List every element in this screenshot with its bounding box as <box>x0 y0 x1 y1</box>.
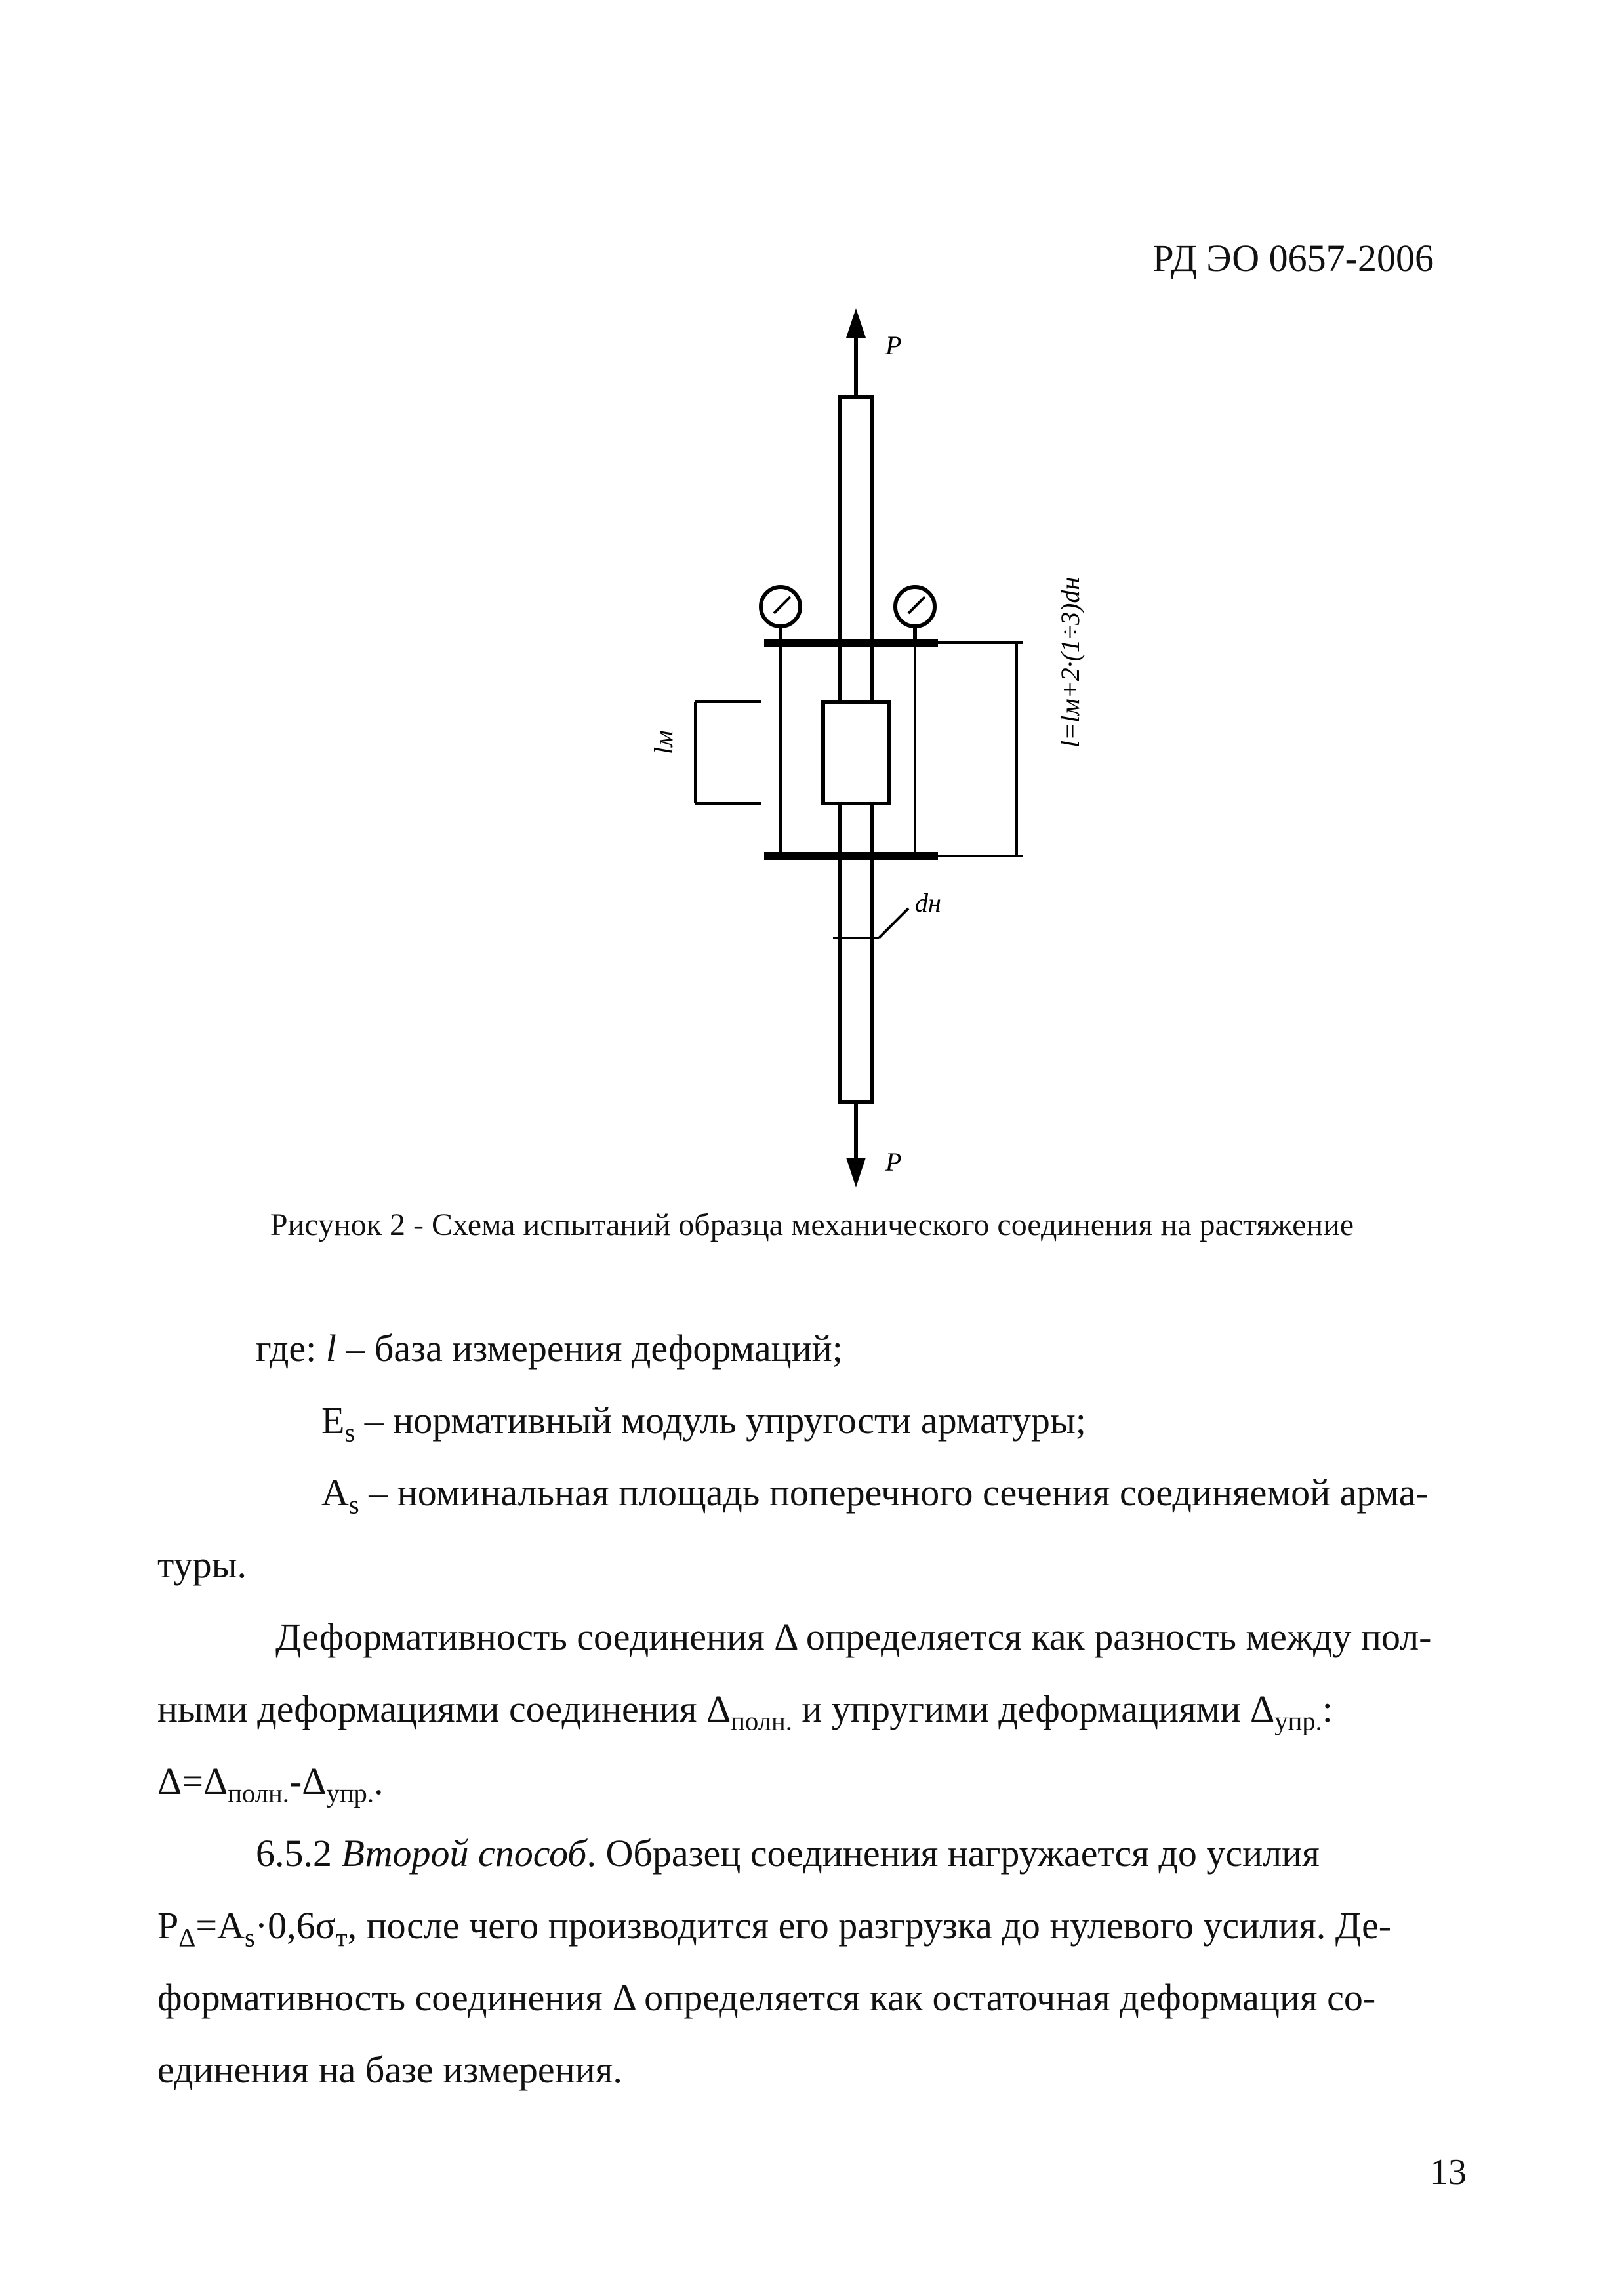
paragraph-deformability-formula: $\Delta=\Delta_{полн.}-\Delta_{упр.}$. <box>157 1760 384 1808</box>
label-base-formula: l=lм+2·(1÷3)dн <box>1055 577 1085 748</box>
figure-caption: Рисунок 2 - Схема испытаний образца механического соединения на растяжение <box>270 1207 1354 1242</box>
label-dn: dн <box>915 888 941 918</box>
paragraph-652-line2: $P_\Delta=A_s\cdot 0,6\sigma_т$, после чего производится его разгрузка до нулевого усилия. Де- <box>157 1904 1392 1953</box>
paragraph-as-cont: туры. <box>157 1543 247 1586</box>
paragraph-as: $A_s$ – номинальная площадь поперечного сечения соединяемой арма- <box>321 1471 1429 1520</box>
paragraph-652-line4: единения на базе измерения. <box>157 2048 622 2091</box>
rebar-bottom <box>840 856 872 1102</box>
paragraph-652-line1: 6.5.2 Второй способ. Образец соединения нагружается до усилия <box>256 1832 1320 1875</box>
paragraph-deformability-line2: ными деформациями соединения $\Delta_{полн.}$ и упругими деформациями $\Delta_{упр.}$: <box>157 1688 1333 1736</box>
paragraph-where: где: l – база измерения деформаций; <box>256 1327 843 1370</box>
document-id: РД ЭО 0657-2006 <box>1152 237 1434 279</box>
label-lm: lм <box>649 730 678 754</box>
paragraph-es: $E_s$ – нормативный модуль упругости арматуры; <box>321 1399 1086 1448</box>
coupling-sleeve <box>823 702 889 803</box>
dn-leader <box>879 908 908 938</box>
paragraph-652-line3: формативность соединения Δ определяется как остаточная деформация со- <box>157 1976 1376 2019</box>
rebar-top <box>840 397 872 643</box>
bottom-load-arrowhead <box>846 1158 866 1187</box>
label-load-top: P <box>885 331 902 360</box>
label-load-bottom: P <box>885 1147 902 1177</box>
paragraph-deformability-line1: Деформативность соединения Δ определяется как разность между пол- <box>275 1615 1432 1658</box>
top-load-arrowhead <box>846 308 866 338</box>
page-number: 13 <box>1430 2152 1467 2193</box>
